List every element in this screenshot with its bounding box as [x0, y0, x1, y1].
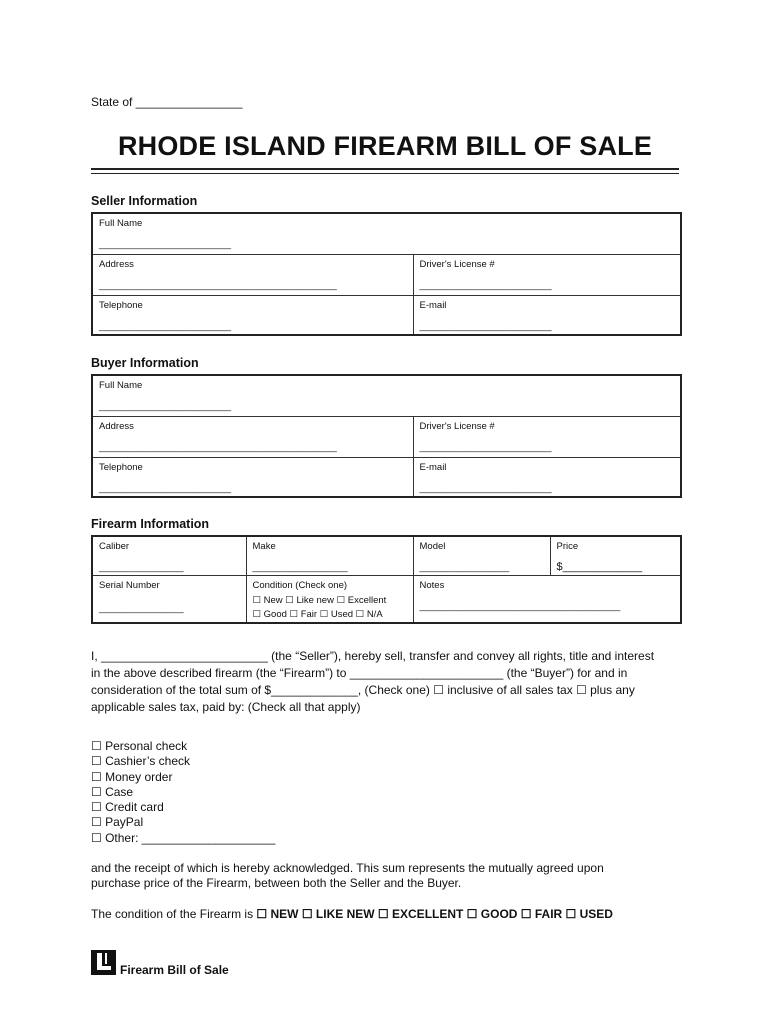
condition-cell[interactable] [246, 575, 413, 623]
footer-brand-text: Firearm Bill of Sale [120, 963, 229, 977]
serial-cell[interactable] [92, 575, 246, 623]
seller-full-name-field[interactable]: _________________________ [99, 239, 232, 250]
buyer-address-field[interactable]: _____________________________________________ [99, 441, 337, 453]
seller-table [91, 212, 682, 336]
seller-telephone-field[interactable]: _________________________ [99, 320, 232, 332]
legal-templates-logo-icon [91, 950, 116, 975]
payment-option-other[interactable]: ☐ Other: ____________________ [91, 830, 276, 845]
seller-full-name-label: Full Name [99, 218, 143, 229]
sale-paragraph [91, 648, 691, 716]
title-rule-thick [91, 168, 679, 170]
acknowledgement-paragraph [91, 861, 691, 891]
notes-cell[interactable] [413, 575, 681, 623]
buyer-license-label: Driver's License # [419, 420, 495, 432]
condition-options-row1[interactable]: ☐ New ☐ Like new ☐ Excellent [252, 594, 387, 606]
firearm-condition-line [91, 907, 613, 921]
caliber-cell[interactable] [92, 536, 246, 575]
payment-option-case[interactable]: ☐ Case [91, 784, 134, 799]
seller-address-field[interactable]: _____________________________________________ [99, 279, 337, 291]
buyer-table [91, 374, 682, 498]
model-field[interactable]: _________________ [419, 562, 510, 573]
sale-paragraph-line: applicable sales tax, paid by: (Check all that apply) [91, 700, 361, 714]
notes-field[interactable]: ______________________________________ [419, 600, 621, 612]
condition-prefix: The condition of the Firearm is [91, 907, 257, 921]
seller-email-field[interactable]: _________________________ [419, 320, 552, 332]
buyer-license-field[interactable]: _________________________ [419, 441, 552, 453]
buyer-heading: Buyer Information [91, 356, 199, 370]
model-cell[interactable] [413, 536, 550, 575]
seller-license-field[interactable]: _________________________ [419, 279, 552, 291]
condition-options-row2[interactable]: ☐ Good ☐ Fair ☐ Used ☐ N/A [252, 608, 383, 620]
buyer-telephone-field[interactable]: _________________________ [99, 482, 232, 494]
seller-telephone-cell[interactable] [92, 295, 413, 335]
model-label: Model [419, 541, 446, 552]
acknowledgement-line: and the receipt of which is hereby acknowledged. This sum represents the mutually agreed upon [91, 861, 604, 875]
caliber-label: Caliber [99, 541, 130, 552]
buyer-email-label: E-mail [419, 461, 447, 473]
sale-paragraph-line: I, _________________________ (the “Seller”), hereby sell, transfer and convey all rights, title and interest [91, 649, 655, 663]
buyer-full-name-cell[interactable] [92, 375, 681, 416]
seller-telephone-label: Telephone [99, 299, 143, 311]
sale-paragraph-line: in the above described firearm (the “Firearm”) to _______________________ (the “Buyer”) for and in [91, 666, 628, 680]
sale-paragraph-line: consideration of the total sum of $_____________, (Check one) ☐ inclusive of all sales tax ☐ plus any [91, 683, 635, 697]
seller-address-cell[interactable] [92, 254, 413, 295]
payment-option-paypal[interactable]: ☐ PayPal [91, 815, 144, 830]
buyer-telephone-cell[interactable] [92, 457, 413, 497]
buyer-full-name-field[interactable]: _________________________ [99, 401, 232, 412]
seller-address-label: Address [99, 258, 134, 270]
make-field[interactable]: __________________ [252, 562, 348, 573]
seller-email-label: E-mail [419, 299, 447, 311]
seller-license-label: Driver's License # [419, 258, 495, 270]
caliber-field[interactable]: ________________ [99, 562, 184, 573]
buyer-full-name-label: Full Name [99, 380, 143, 391]
price-label: Price [556, 541, 579, 552]
payment-option-credit-card[interactable]: ☐ Credit card [91, 800, 164, 815]
payment-option-personal-check[interactable]: ☐ Personal check [91, 739, 188, 753]
notes-label: Notes [419, 579, 445, 591]
buyer-license-cell[interactable] [413, 416, 681, 457]
buyer-address-label: Address [99, 420, 134, 432]
buyer-email-cell[interactable] [413, 457, 681, 497]
buyer-address-cell[interactable] [92, 416, 413, 457]
document-title: RHODE ISLAND FIREARM BILL OF SALE [117, 131, 653, 161]
state-line[interactable]: State of ________________ [91, 95, 243, 109]
condition-label: Condition (Check one) [252, 579, 348, 591]
payment-option-cashiers-check[interactable]: ☐ Cashier’s check [91, 754, 191, 769]
buyer-telephone-label: Telephone [99, 461, 143, 473]
make-cell[interactable] [246, 536, 413, 575]
payment-option-money-order[interactable]: ☐ Money order [91, 769, 173, 784]
seller-heading: Seller Information [91, 194, 198, 208]
firearm-table [91, 535, 682, 624]
acknowledgement-line: purchase price of the Firearm, between both the Seller and the Buyer. [91, 876, 462, 890]
condition-checkboxes[interactable]: ☐ NEW ☐ LIKE NEW ☐ EXCELLENT ☐ GOOD ☐ FAIR ☐ USED [256, 907, 613, 921]
price-field[interactable]: $_____________ [556, 561, 643, 573]
title-rule-thin [91, 173, 679, 174]
serial-label: Serial Number [99, 579, 160, 591]
payment-options-list [91, 739, 275, 846]
seller-email-cell[interactable] [413, 295, 681, 335]
buyer-email-field[interactable]: _________________________ [419, 482, 552, 494]
firearm-heading: Firearm Information [91, 517, 210, 531]
seller-full-name-cell[interactable] [92, 213, 681, 254]
serial-field[interactable]: ________________ [99, 602, 184, 614]
seller-license-cell[interactable] [413, 254, 681, 295]
price-cell[interactable] [550, 536, 681, 575]
make-label: Make [252, 541, 276, 552]
